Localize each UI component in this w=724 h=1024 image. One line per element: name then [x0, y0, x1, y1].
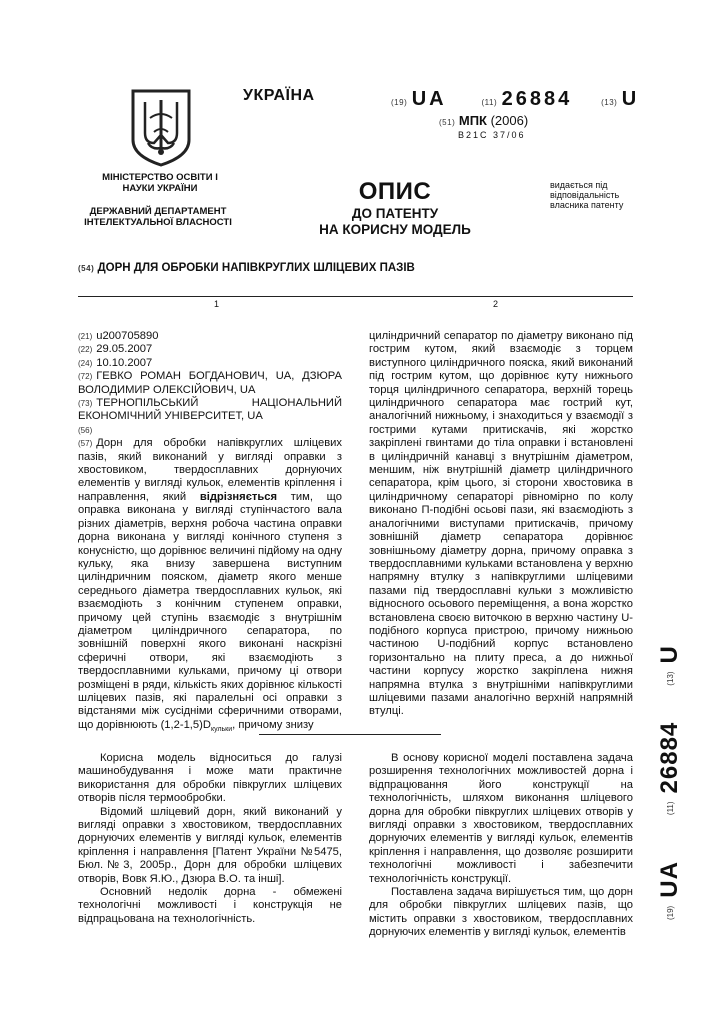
field-code: (22): [78, 345, 93, 355]
invention-title: [78, 262, 415, 274]
code-11: (11): [481, 98, 498, 107]
claim-paragraph: (57) Дорн для обробки напівкруглих шліцевих пазів, який виконаний у вигляді оправки з хвостовиком, твердосплавних дорнуючих елементів у вигляді кульок, елементів кріплення і направлення, який відрізняється тим, що оправка виконана у вигляді ступінчастого вала різних діаметрів, верхня робоча частина оправки дорна виконана у вигляді конічного ступеня з конусністю, що дорівнює величині підйому на одну кульку, яка внизу завершена виступним циліндричним пояском, діаметр якого менше середнього діаметра твердосплавних кульок, які взаємодіють з конічним ступенем оправки, причому цей ступінь взаємодіє з внутрішнім діаметром циліндричного сепаратора, по зовнішній поверхні якого виконані наскрізні сферичні отвори, які взаємодіють з твердосплавними кульками, причому ці отвори розміщені в ряди, кількість яких дорівнює кількості шліцевих пазів, які паралельні осі оправки з відстанями між сусідніми сферичними отворами, що дорівнюють $(1,2-1,5)D_{кульки}$, причому знизу: [78, 437, 342, 734]
description-column-right: [369, 752, 633, 940]
code-57: (57): [78, 439, 93, 449]
description-paragraph: Основний недолік дорна - обмежені технологічні можливості і конструкція не відпрацьована на технологічність.: [78, 886, 342, 925]
middle-divider: [259, 734, 441, 735]
field-value: u200705890: [96, 330, 159, 342]
side-country: UA: [656, 861, 683, 898]
ipc-label: МПК: [458, 113, 487, 128]
invention-title-text: ДОРН ДЛЯ ОБРОБКИ НАПІВКРУГЛИХ ШЛІЦЕВИХ ПАЗІВ: [97, 262, 415, 274]
top-divider: [78, 296, 633, 297]
biblio-field: [78, 424, 342, 437]
field-code: (72): [78, 372, 93, 382]
code-13: (13): [601, 98, 618, 107]
claims-column-left: [78, 330, 342, 736]
side-kind: U: [656, 645, 683, 664]
document-title-block: [319, 178, 471, 238]
field-value: 10.10.2007: [96, 356, 153, 369]
description-column-left: [78, 752, 342, 926]
side-code-13: (13): [665, 671, 675, 686]
field-code: (56): [78, 425, 93, 435]
coat-of-arms-icon: [130, 88, 192, 168]
claim-continuation: циліндричний сепаратор по діаметру виконано під гострим кутом, який взаємодіє з торцем виступного циліндричного пояска, який виконаний під гострим кутом, що дорівнює куту нижнього торця циліндричного сепаратора, верхній торець циліндричного сепаратора має гострий кут, аналогічний нижньому, і знаходиться у взаємодії з гострими кутами притискачів, які жорстко закріплені гвинтами до тіла оправки і встановлені в циліндричній канавці з внутрішнім діаметром, меншим, ніж внутрішній діаметр циліндричного сепаратора, крім цього, зі сторони хвостовика в циліндричному сепараторі рівномірно по колу виконано П-подібні осьові пази, які взаємодіють з аналогічними виступами притискачів, причому зовнішній діаметр сепаратора дорівнює зовнішньому діаметру дорна, причому оправка з твердосплавними кульками встановлена у верхню напрямну втулку з напівкруглими шліцевими пазами під твердосплавні кульки з можливістю відносного осьового переміщення, а вона жорстко встановлена своєю виточкою в верхню частину U-подібного корпуса пристрою, причому нижньою частиною U-подібний корпус встановлено горизонтально на плиту преса, а до нижньої частини корпусу жорстко закріплена нижня напрямна втулка з внутрішніми напівкруглими шліцевими пазами аналогічно верхній напрямній втулці.: [369, 330, 633, 718]
patent-number: 26884: [501, 88, 573, 110]
biblio-field: [78, 370, 342, 397]
ministry-name: МІНІСТЕРСТВО ОСВІТИ І НАУКИ УКРАЇНИ: [102, 172, 218, 194]
country-code: UA: [411, 88, 447, 110]
code-51: (51): [439, 118, 456, 127]
ipc-line: [439, 113, 528, 128]
field-value: ГЕВКО РОМАН БОГДАНОВИЧ, UA, ДЗЮРА ВОЛОДИМИР ОЛЕКСІЙОВИЧ, UA: [78, 370, 342, 396]
bibliographic-data: [78, 330, 342, 437]
issued-note: видається під відповідальність власника патенту: [550, 180, 624, 210]
field-code: (73): [78, 399, 93, 409]
description-paragraph: Поставлена задача вирішується тим, що дорн для обробки півкруглих шліцевих пазів, що містить оправки з хвостовиком, твердосплавних дорнуючих елементів у вигляді кульок, елементів: [369, 886, 633, 939]
side-patent-code: [655, 560, 685, 920]
column-number-right: 2: [493, 299, 499, 309]
description-paragraph: В основу корисної моделі поставлена задача розширення технологічних можливостей дорна і відпрацювання його конструкції на технологічність, шляхом виконання шліцевого дорна для обробки півкруглих шліцевих отворів у вигляді оправки з хвостовиком, твердосплавних дорнуючих елементів у вигляді кульок, елементів кріплення і направлення, що дозволяє розширити технологічні можливості і забезпечити технологічність конструкції.: [369, 752, 633, 885]
biblio-field: [78, 330, 342, 343]
document-subtitle-2: НА КОРИСНУ МОДЕЛЬ: [319, 222, 471, 237]
claims-column-right: [369, 330, 633, 719]
document-subtitle-1: ДО ПАТЕНТУ: [351, 206, 439, 221]
biblio-field: [78, 357, 342, 370]
patent-number-line: [391, 88, 639, 111]
field-code: (21): [78, 332, 93, 341]
biblio-field: [78, 343, 342, 356]
claim-emphasis: відрізняється: [199, 490, 277, 503]
department-name: ДЕРЖАВНИЙ ДЕПАРТАМЕНТ ІНТЕЛЕКТУАЛЬНОЇ ВЛАСНОСТІ: [84, 206, 232, 228]
side-number: 26884: [656, 721, 683, 794]
claim-subscript: кульки: [210, 726, 233, 734]
description-paragraph: Корисна модель відноситься до галузі машинобудування і може мати практичне використання для обробки півкруглих шліцевих отворів після термообробки.: [78, 752, 342, 805]
ipc-class: B21C 37/06: [458, 130, 526, 140]
code-54: (54): [78, 264, 95, 273]
column-number-left: 1: [214, 299, 220, 309]
biblio-field: [78, 397, 342, 424]
side-code-19: (19): [665, 905, 675, 920]
field-value: ТЕРНОПІЛЬСЬКИЙ НАЦІОНАЛЬНИЙ ЕКОНОМІЧНИЙ УНІВЕРСИТЕТ, UA: [78, 397, 342, 423]
field-value: 29.05.2007: [96, 343, 153, 356]
document-title: ОПИС: [358, 178, 432, 205]
ipc-year: (2006): [490, 113, 529, 128]
country-name: УКРАЇНА: [243, 87, 315, 104]
kind-code: U: [621, 88, 640, 110]
side-code-11: (11): [665, 801, 675, 816]
code-19: (19): [391, 98, 408, 107]
field-code: (24): [78, 358, 93, 368]
description-paragraph: Відомий шліцевий дорн, який виконаний у вигляді оправки з хвостовиком, твердосплавних дорнуючих елементів у вигляді кульок, елементів кріплення і направлення [Патент України №5475, Бюл.№3, 2005р., Дорн для обробки шліцевих отворів, Вовк Я.Ю., Дзюра В.О. та інші].: [78, 805, 342, 885]
